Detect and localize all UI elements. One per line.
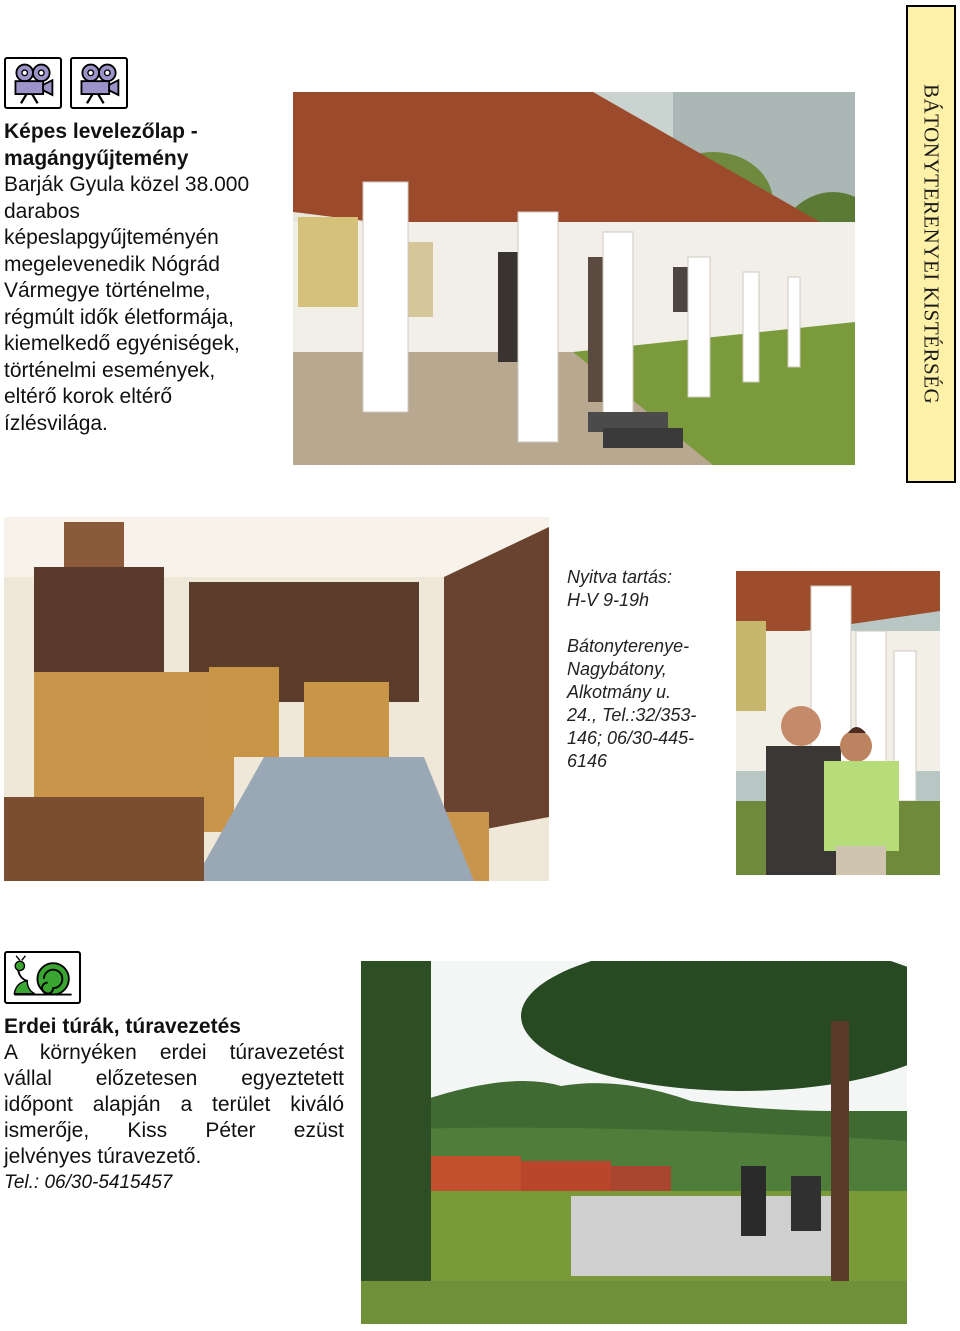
museum-text-line: darabos — [4, 199, 80, 223]
address-line: 146; 06/30-445- — [567, 728, 695, 748]
movie-camera-icon — [4, 57, 62, 109]
museum-text-line: régmúlt idők életformája, — [4, 305, 234, 329]
tours-text-line: időpont alapján a terület kiváló — [4, 1093, 344, 1116]
museum-title-line1: Képes levelezőlap - — [4, 120, 198, 143]
museum-text-line: kiemelkedő egyéniségek, — [4, 332, 240, 355]
tours-text-line: vállal előzetesen egyeztetett — [4, 1067, 344, 1090]
tours-text-line: ismerője, Kiss Péter ezüst — [4, 1119, 344, 1142]
museum-text-line: ízlésvilága. — [4, 411, 108, 435]
address-line: Alkotmány u. — [567, 682, 672, 702]
snail-icon — [4, 951, 81, 1004]
opening-hours-label: Nyitva tartás: — [567, 567, 673, 587]
museum-description — [4, 119, 284, 437]
museum-house-photo — [293, 92, 855, 465]
movie-camera-icon — [70, 57, 128, 109]
museum-info — [567, 566, 727, 773]
museum-text-line: eltérő korok eltérő — [4, 385, 173, 408]
address-line: Bátonyterenye- — [567, 636, 690, 656]
address-line: Nagybátony, — [567, 659, 667, 679]
museum-text-line: történelmi események, — [4, 358, 216, 382]
museum-interior-photo — [4, 517, 549, 881]
hosts-photo — [736, 571, 940, 875]
museum-text-line: Vármegye történelme, — [4, 279, 211, 302]
museum-text-line: Barják Gyula közel 38.000 — [4, 173, 250, 196]
tours-title: Erdei túrák, túravezetés — [4, 1015, 241, 1038]
landscape-photo — [361, 961, 907, 1324]
region-banner — [906, 5, 956, 483]
opening-hours-value: H-V 9-19h — [567, 590, 650, 610]
tours-text-line: A környéken erdei túravezetést — [4, 1041, 344, 1064]
tours-text-line: jelvényes túravezető. — [4, 1145, 202, 1168]
spacer — [567, 612, 727, 635]
museum-text-line: megelevenedik Nógrád — [4, 252, 220, 276]
tours-phone: Tel.: 06/30-5415457 — [4, 1172, 173, 1193]
address-line: 24., Tel.:32/353- — [567, 705, 697, 725]
museum-title-line2: magángyűjtemény — [4, 146, 189, 170]
address-line: 6146 — [567, 751, 608, 771]
museum-text-line: képeslapgyűjteményén — [4, 226, 219, 249]
tours-description — [4, 1014, 344, 1195]
region-banner-text: BÁTONYTERENYEI KISTÉRSÉG — [919, 83, 944, 405]
